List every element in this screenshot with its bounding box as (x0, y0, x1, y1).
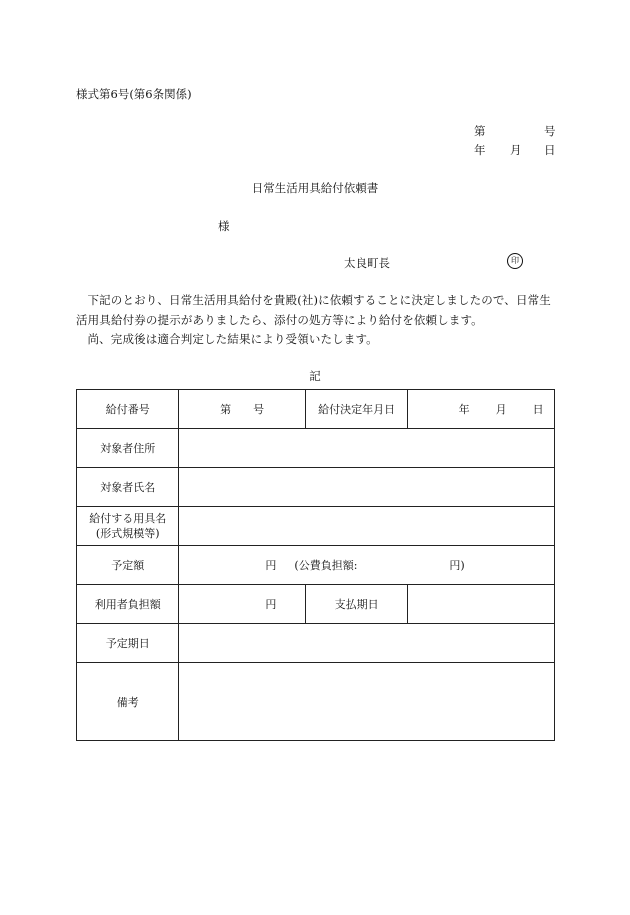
date-month-label: 月 (510, 143, 522, 157)
table-row-address (77, 429, 555, 468)
table-row-scheduled-date (77, 624, 555, 663)
address-value[interactable] (179, 429, 555, 468)
equipment-label-line2: (形式規模等) (95, 527, 160, 540)
public-burden-label: (公費負担額: (294, 559, 358, 572)
equipment-label (77, 507, 179, 546)
form-table (76, 389, 555, 741)
remarks-label: 備考 (77, 663, 179, 741)
decision-year: 年 (458, 403, 470, 416)
scheduled-date-value[interactable] (179, 624, 555, 663)
public-burden-yen: 円) (449, 559, 465, 572)
doc-number-prefix: 第 (474, 124, 486, 138)
equipment-label-line1: 給付する用具名 (89, 512, 167, 525)
planned-amount-value[interactable] (179, 546, 555, 585)
scheduled-date-label: 予定期日 (77, 624, 179, 663)
decision-date-value[interactable] (408, 390, 555, 429)
date-year-label: 年 (474, 143, 486, 157)
table-row-equipment (77, 507, 555, 546)
issuer-name: 太良町長 (344, 256, 390, 270)
ki-heading: 記 (309, 369, 321, 383)
decision-day: 日 (532, 403, 544, 416)
table-row-benefit-number (77, 390, 555, 429)
addressee-suffix: 様 (218, 219, 230, 233)
table-row-planned-amount (77, 546, 555, 585)
doc-number-suffix: 号 (544, 124, 556, 138)
user-burden-label: 利用者負担額 (77, 585, 179, 624)
body-paragraph-2: 尚、完成後は適合判定した結果により受領いたします。 (87, 332, 378, 346)
table-row-user-burden (77, 585, 555, 624)
document-title: 日常生活用具給付依頼書 (251, 181, 379, 195)
name-value[interactable] (179, 468, 555, 507)
body-paragraph-1: 下記のとおり、日常生活用具給付を貴殿(社)に依頼することに決定しましたので、日常生活用具給付券の提示がありましたら、添付の処方等により給付を依頼します。 (76, 293, 551, 327)
remarks-value[interactable] (179, 663, 555, 741)
benefit-number-prefix: 第 (220, 403, 232, 416)
user-burden-value[interactable] (179, 585, 306, 624)
decision-month: 月 (495, 403, 507, 416)
benefit-number-value[interactable] (179, 390, 306, 429)
planned-amount-label: 予定額 (77, 546, 179, 585)
decision-date-label: 給付決定年月日 (305, 390, 407, 429)
benefit-number-suffix: 号 (253, 403, 265, 416)
name-label: 対象者氏名 (77, 468, 179, 507)
payment-date-value[interactable] (408, 585, 555, 624)
form-number: 様式第6号(第6条関係) (76, 87, 192, 101)
equipment-value[interactable] (179, 507, 555, 546)
table-row-remarks (77, 663, 555, 741)
table-row-name (77, 468, 555, 507)
date-day-label: 日 (544, 143, 556, 157)
payment-date-label: 支払期日 (305, 585, 407, 624)
body-text (76, 291, 556, 350)
address-label: 対象者住所 (77, 429, 179, 468)
benefit-number-label: 給付番号 (77, 390, 179, 429)
user-burden-yen: 円 (265, 598, 277, 611)
seal-icon: 印 (507, 253, 523, 269)
planned-amount-yen: 円 (265, 559, 277, 572)
